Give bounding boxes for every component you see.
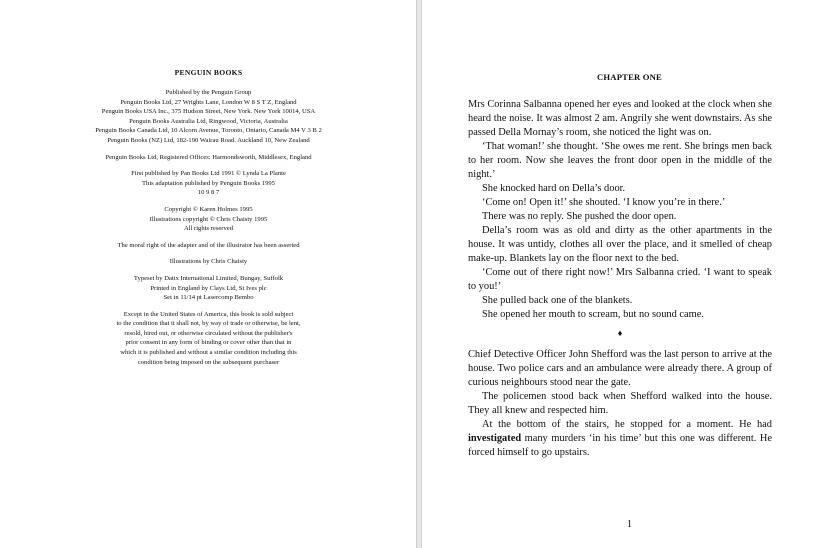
paragraph: She opened her mouth to scream, but no sound came. <box>482 309 704 320</box>
notice-block <box>50 241 367 251</box>
notice-line: Illustrations by Chris Chaisty <box>169 258 248 266</box>
notice-line: Penguin Books Canada Ltd, 10 Alcorn Avenue, Toronto, Ontario, Canada M4 V 3 B 2 <box>95 127 322 135</box>
publisher-title: PENGUIN BOOKS <box>174 68 243 77</box>
notice-line: First published by Pan Books Ltd 1991 © Lynda La Plante <box>131 170 286 178</box>
notice-line: Penguin Books Ltd, 27 Wrights Lane, London W 8 S T Z, England <box>120 98 297 106</box>
highlighted-word: investigated <box>468 433 522 444</box>
notice-block <box>50 169 367 198</box>
paragraph: ‘Come out of there right now!’ Mrs Salbanna cried. ‘I want to speak to you!’ <box>468 267 772 292</box>
notice-line: Penguin Books USA Inc., 375 Hudson Street, New York. New York 10014, USA <box>101 108 316 116</box>
notice-block <box>50 153 367 163</box>
paragraph: The policemen stood back when Shefford walked into the house. They all knew and respected him. <box>468 391 772 416</box>
notice-line: Set in 11/14 pt Lasercomp Bembo <box>163 294 254 302</box>
copyright-notice <box>50 88 367 374</box>
paragraph: Della’s room was as old and dirty as the other apartments in the house. It was untidy, clothes all over the place, and it smelled of cheap make-up. Blankets lay on the floor next to the bed. <box>468 225 772 264</box>
notice-line: This adaptation published by Penguin Books 1995 <box>142 179 275 187</box>
paragraph: She pulled back one of the blankets. <box>482 295 633 306</box>
notice-line: Penguin Books Australia Ltd, Ringwood, Victoria, Australia <box>129 117 288 125</box>
paragraph: She knocked hard on Della’s door. <box>482 183 626 194</box>
paragraph: ‘Come on! Open it!’ she shouted. ‘I know you’re in there.’ <box>482 197 726 208</box>
notice-line: Illustrations copyright © Chris Chaisty 1995 <box>149 215 268 223</box>
notice-line: Published by the Penguin Group <box>165 89 252 96</box>
page-number: 1 <box>626 519 633 530</box>
notice-line: resold, hired out, or otherwise circulated without the publisher's <box>124 329 293 337</box>
notice-line: prior consent in any form of binding or cover other than that in <box>125 339 292 347</box>
notice-line: Penguin Books Ltd, Registered Offices: Harmondsworth, Middlesex, England <box>105 153 312 161</box>
right-page <box>421 0 836 548</box>
notice-line: Penguin Books (NZ) Ltd, 182-190 Wairau Road. Auckland 10, New Zealand <box>107 136 310 144</box>
notice-line: The moral right of the adapter and of the illustrator has been asserted <box>117 241 300 249</box>
section-separator-icon: ♦ <box>617 328 623 338</box>
notice-line: Copyright © Karen Holmes 1995 <box>164 205 253 213</box>
notice-line: which it is published and without a similar condition including this <box>120 349 297 357</box>
left-page <box>0 0 417 548</box>
chapter-text <box>468 98 772 460</box>
paragraph: Mrs Corinna Salbanna opened her eyes and looked at the clock when she heard the noise. It was almost 2 am. Angrily she went downstairs. As she passed Della Mornay’s room, she noticed the light was on. <box>468 99 772 138</box>
chapter-heading: CHAPTER ONE <box>597 72 662 82</box>
notice-block <box>50 274 367 303</box>
notice-line: 10 9 8 7 <box>197 189 220 197</box>
paragraph: ‘That woman!’ she thought. ‘She owes me rent. She brings men back to her room. Now she leaves the front door open in the middle of the night.’ <box>468 141 772 180</box>
notice-block <box>50 310 367 368</box>
notice-line: condition being imposed on the subsequent purchaser <box>137 358 280 366</box>
notice-block <box>50 257 367 267</box>
notice-line: Except in the United States of America, this book is sold subject <box>123 310 294 318</box>
paragraph: Chief Detective Officer John Shefford was the last person to arrive at the house. Two police cars and an ambulance were already there. A group of curious neighbours stood near the gate. <box>468 349 772 388</box>
notice-line: Printed in England by Clays Ltd, St Ives plc <box>150 284 267 292</box>
notice-block <box>50 88 367 146</box>
notice-line: to the condition that it shall not, by way of trade or otherwise, be lent, <box>116 320 301 328</box>
paragraph-text: many murders ‘in his time’ but this one was different. He forced himself to go upstairs. <box>468 433 772 458</box>
paragraph-text: At the bottom of the stairs, he stopped for a moment. He had <box>482 419 772 430</box>
paragraph <box>468 418 772 460</box>
notice-line: Typeset by Datix International Limited, Bungay, Suffolk <box>133 274 284 282</box>
paragraph: There was no reply. She pushed the door open. <box>482 211 677 222</box>
notice-block <box>50 205 367 234</box>
notice-line: All rights reserved <box>183 225 234 233</box>
